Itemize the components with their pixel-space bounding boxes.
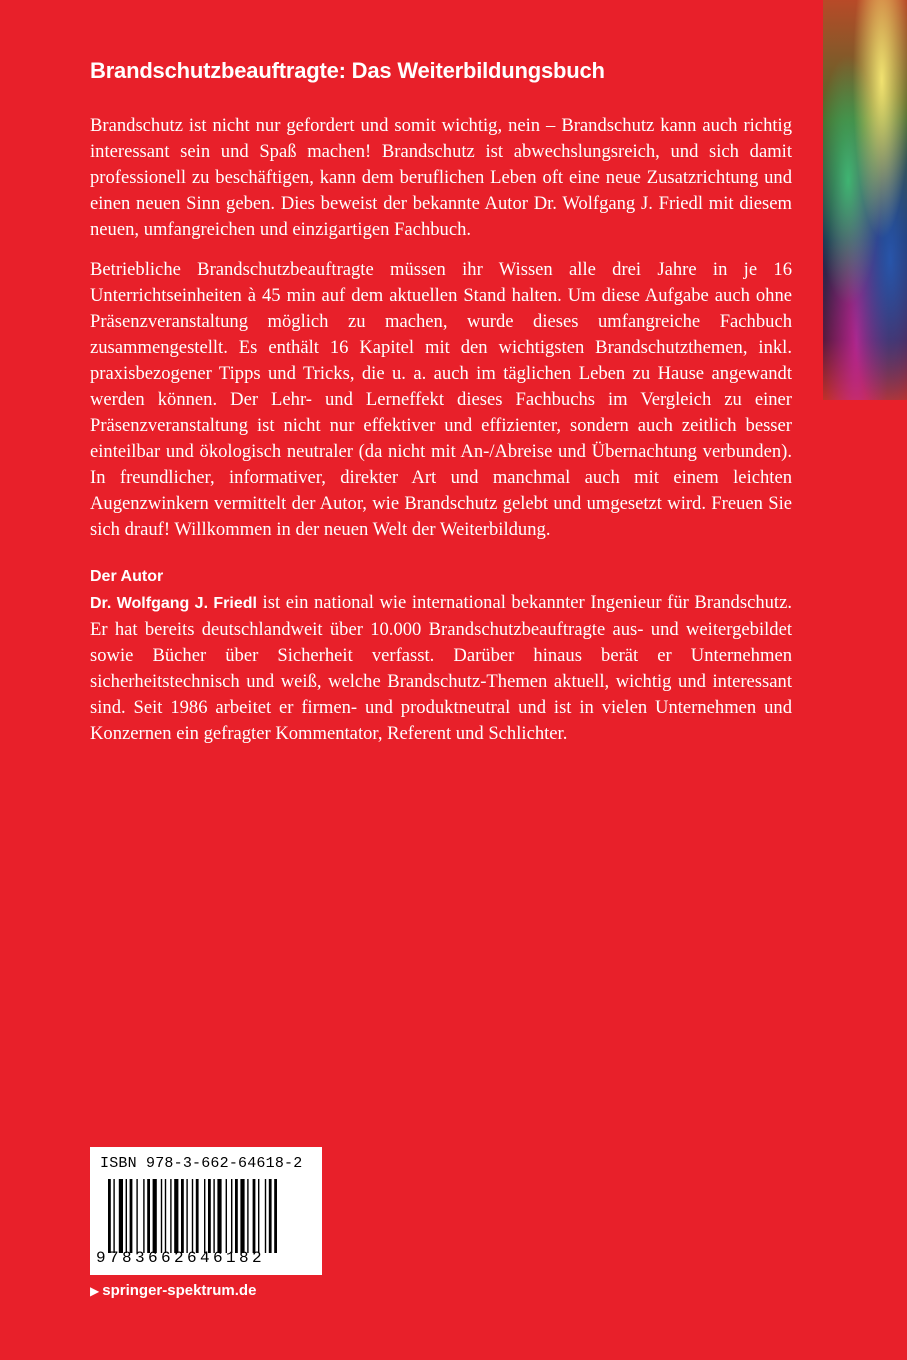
author-heading: Der Autor	[90, 568, 164, 585]
barcode-bar	[213, 1179, 214, 1253]
barcode-bar	[165, 1179, 166, 1253]
publisher-website[interactable]	[90, 1282, 256, 1299]
barcode-bar	[153, 1179, 157, 1253]
barcode-bar	[147, 1179, 150, 1253]
barcode-bar	[170, 1179, 171, 1253]
arrow-right-icon: ▶	[90, 1284, 100, 1298]
barcode-bar	[192, 1179, 193, 1253]
barcode-bar	[119, 1179, 123, 1253]
isbn-label: ISBN 978-3-662-64618-2	[100, 1155, 303, 1172]
barcode-bar	[113, 1179, 114, 1253]
book-title: Brandschutzbeauftragte: Das Weiterbildungsbuch	[90, 58, 605, 83]
description-paragraph-2: Betriebliche Brandschutzbeauftragte müssen ihr Wissen alle drei Jahre in je 16 Unterrichtseinheiten à 45 min auf dem aktuellen Stand halten. Um diese Aufgabe auch ohne Präsenzveranstaltung möglich zu machen, wurde dieses umfangreiche Fachbuch zusammengestellt. Es enthält 16 Kapitel mit den wichtigsten Brandschutzthemen, inkl. praxisbezogener Tipps und Tricks, die u. a. auch im täglichen Leben zu Hause angewandt werden können. Der Lehr- und Lerneffekt dieses Fachbuchs im Vergleich zu einer Präsenzveranstaltung ist nicht nur effektiver und effizienter, sondern auch zeitlich besser einteilbar und ökologisch neutraler (da nicht mit An-/Abreise und Übernachtung verbunden). In freundlicher, informativer, direkter Art und manchmal auch mit einem leichten Augenzwinkern vermittelt der Autor, wie Brandschutz gelebt und umgesetzt wird. Freuen Sie sich drauf! Willkommen in der neuen Welt der Weiterbildung.	[90, 259, 792, 540]
barcode-bar	[181, 1179, 184, 1253]
author-bio	[90, 590, 792, 747]
author-bio-text: ist ein national wie international bekannter Ingenieur für Brandschutz. Er hat bereits deutschlandweit über 10.000 Brandschutzbeauftragte aus- und weitergebildet sowie Bücher über Sicherheit verfasst. Darüber hinaus berät er Unternehmen sicherheitstechnisch und weiß, welche Brandschutz-Themen aktuell, wichtig und interessant sind. Seit 1986 arbeitet er firmen- und produktneutral und ist in vielen Unternehmen und Konzernen ein gefragter Kommentator, Referent und Schlichter.	[90, 592, 792, 744]
description-paragraph-1: Brandschutz ist nicht nur gefordert und somit wichtig, nein – Brandschutz kann auch richtig interessant sein und Spaß machen! Brandschutz ist abwechslungsreich, und sich damit professionell zu beschäftigen, kann dem beruflichen Leben oft eine neue Zusatzrichtung und einen neuen Sinn geben. Dies beweist der bekannte Autor Dr. Wolfgang J. Friedl mit diesem neuen, umfangreichen und einzigartigen Fachbuch.	[90, 115, 792, 240]
barcode-bars	[108, 1179, 308, 1253]
barcode-bar	[265, 1179, 266, 1253]
website-label: springer-spektrum.de	[102, 1282, 257, 1299]
barcode-bar	[126, 1179, 127, 1253]
barcode-bar	[174, 1179, 178, 1253]
barcode-bar	[217, 1179, 221, 1253]
barcode-bar	[143, 1179, 144, 1253]
barcode-bar	[274, 1179, 277, 1253]
barcode-bar	[247, 1179, 248, 1253]
description	[90, 113, 792, 557]
cover-spine-artwork	[823, 0, 907, 400]
barcode-bar	[269, 1179, 272, 1253]
barcode-bar	[226, 1179, 227, 1253]
barcode-bar	[231, 1179, 232, 1253]
barcode-bar	[108, 1179, 111, 1253]
barcode-bar	[161, 1179, 162, 1253]
barcode-bar	[186, 1179, 187, 1253]
isbn-barcode	[90, 1147, 322, 1275]
barcode-bar	[258, 1179, 259, 1253]
barcode-bar	[235, 1179, 238, 1253]
author-section	[90, 568, 792, 747]
barcode-bar	[240, 1179, 244, 1253]
barcode-bar	[196, 1179, 199, 1253]
barcode-digits: 9783662646182	[96, 1249, 266, 1267]
barcode-bar	[136, 1179, 137, 1253]
barcode-bar	[204, 1179, 205, 1253]
barcode-bar	[208, 1179, 211, 1253]
author-name: Dr. Wolfgang J. Friedl	[90, 595, 257, 612]
barcode-bar	[130, 1179, 133, 1253]
barcode-bar	[253, 1179, 256, 1253]
